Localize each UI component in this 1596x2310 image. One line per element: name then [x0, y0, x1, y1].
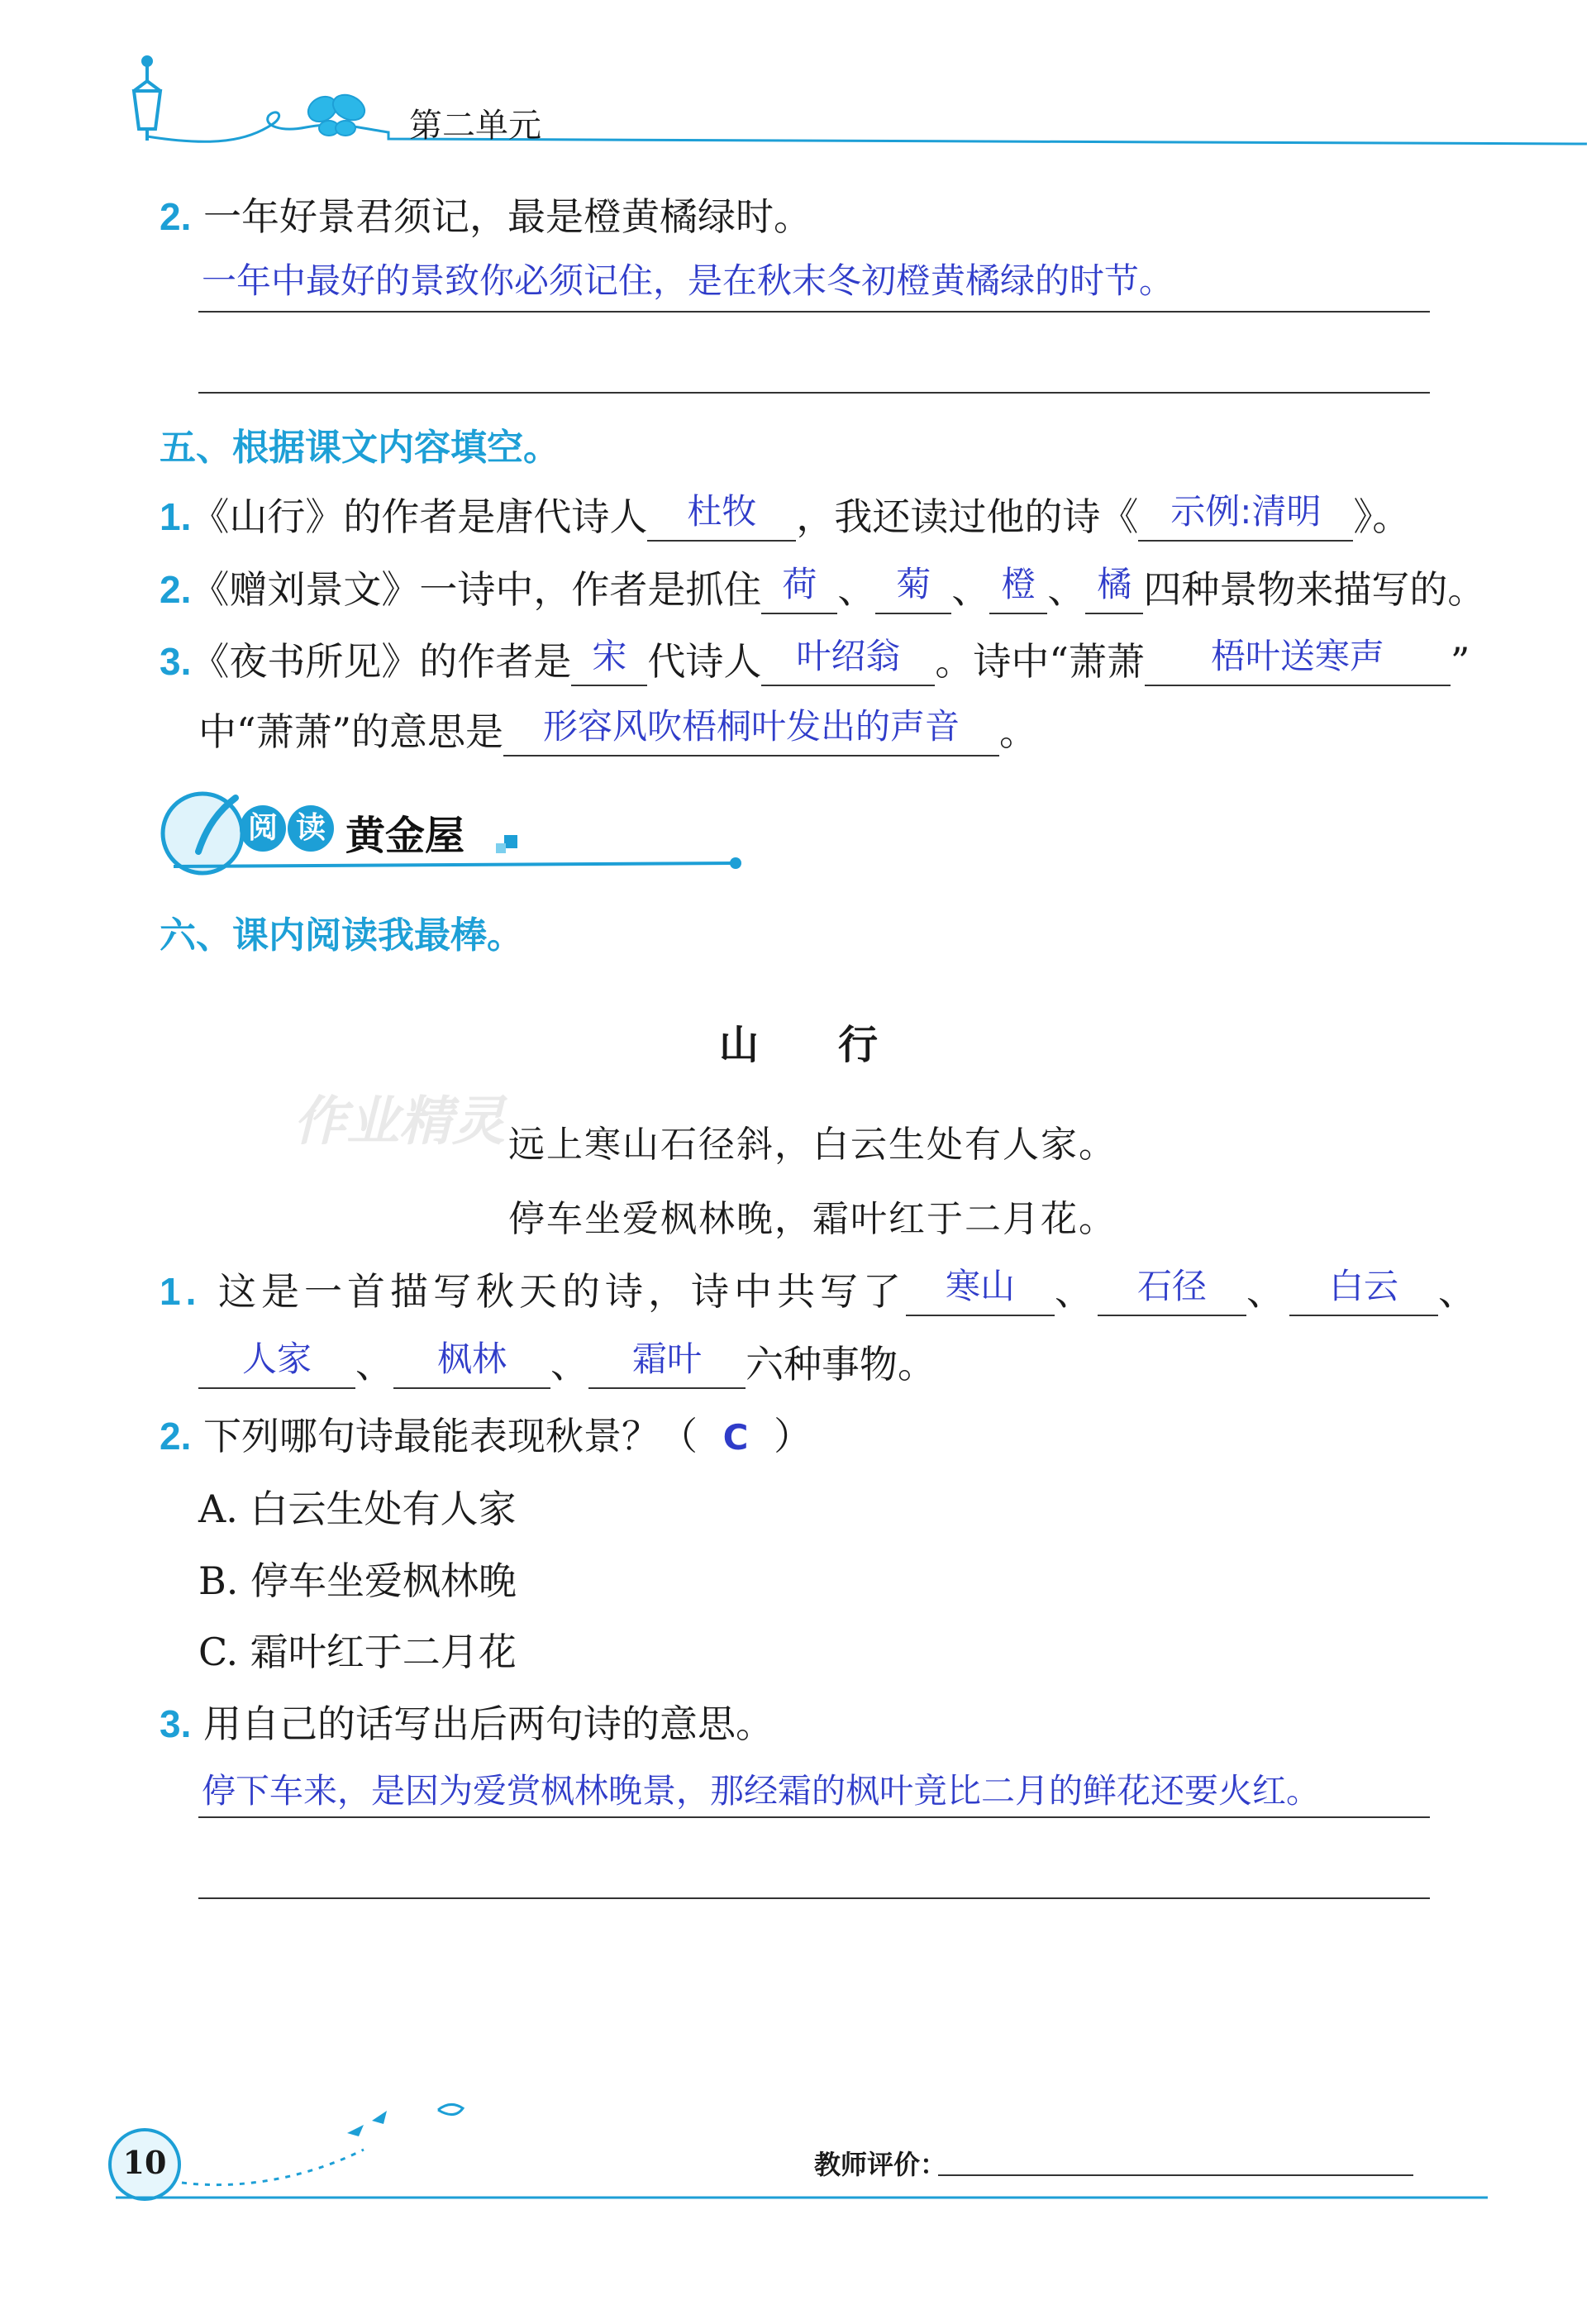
- handwritten-answer: 枫林: [436, 1339, 507, 1379]
- unit-title: 第二单元: [409, 107, 541, 145]
- fill-blank[interactable]: [989, 564, 1047, 614]
- separator: 、: [355, 1342, 393, 1386]
- fill-blank[interactable]: [393, 1339, 550, 1389]
- fill-blank[interactable]: [571, 636, 647, 686]
- fill-blank[interactable]: [503, 706, 999, 756]
- handwritten-answer: 叶绍翁: [796, 636, 901, 676]
- handwritten-answer: 形容风吹梧桐叶发出的声音: [543, 706, 960, 747]
- fill-blank[interactable]: [761, 564, 837, 614]
- teacher-evaluation-label: 教师评价：: [814, 2149, 947, 2180]
- fill-blank[interactable]: [1138, 491, 1353, 542]
- question-number: 2.: [160, 195, 192, 238]
- footer-decoration: [99, 2100, 1504, 2207]
- question-5-3: [160, 637, 1470, 686]
- handwritten-answer: 石径: [1136, 1266, 1207, 1306]
- question-6-1: [160, 1267, 1481, 1316]
- separator: 、: [1047, 567, 1086, 612]
- separator: 、: [1246, 1269, 1289, 1314]
- question-text: 《山行》的作者是唐代诗人: [191, 494, 648, 539]
- question-text: ”: [1450, 639, 1470, 684]
- option-a[interactable]: A. 白云生处有人家: [198, 1487, 517, 1531]
- answer-line: [198, 1816, 1430, 1818]
- answer-line: [198, 1897, 1430, 1899]
- question-number: 3.: [160, 640, 192, 683]
- separator: 、: [951, 567, 990, 612]
- question-number: 1.: [160, 1270, 202, 1313]
- question-text: 四种景物来描写的。: [1143, 567, 1486, 612]
- fill-blank[interactable]: [1145, 636, 1451, 686]
- question-number: 2.: [160, 568, 192, 611]
- handwritten-answer: 橙: [1001, 564, 1036, 604]
- question-number: 2.: [160, 1415, 192, 1458]
- section-6-title: 六、课内阅读我最棒。: [160, 914, 523, 957]
- handwritten-answer: 人家: [241, 1339, 312, 1379]
- badge-read-1: 阅: [240, 805, 286, 852]
- fill-blank[interactable]: [1085, 564, 1143, 614]
- question-5-3-line2: [198, 707, 1037, 756]
- page-number: 10: [122, 2144, 167, 2181]
- separator: 、: [550, 1342, 588, 1386]
- handwritten-answer: 示例:清明: [1170, 491, 1322, 532]
- question-text: 《赠刘景文》一诗中，作者是抓住: [191, 567, 762, 612]
- question-6-3: [160, 1699, 774, 1749]
- handwritten-answer: 梧叶送寒声: [1210, 636, 1384, 676]
- question-text: 》。: [1353, 494, 1411, 539]
- question-number: 1.: [160, 495, 192, 538]
- fill-blank[interactable]: [198, 1339, 355, 1389]
- fill-blank[interactable]: [647, 491, 796, 542]
- question-text: 。: [999, 709, 1038, 754]
- question-text: 一年好景君须记，最是橙黄橘绿时。: [203, 194, 812, 239]
- handwritten-answer: 寒山: [945, 1266, 1015, 1306]
- reading-banner: [157, 785, 752, 876]
- question-text: 下列哪句诗最能表现秋景？（: [203, 1414, 698, 1458]
- separator: 、: [1438, 1269, 1481, 1314]
- poem-line-1: 远上寒山石径斜，白云生处有人家。: [508, 1124, 1117, 1166]
- question-5-1: [160, 492, 1410, 542]
- handwritten-answer: 荷: [782, 564, 817, 604]
- question-6-2: [160, 1411, 812, 1463]
- question-text: 。诗中“萧萧: [935, 639, 1145, 684]
- watermark: 作业精灵: [293, 1091, 505, 1153]
- separator: 、: [1055, 1269, 1098, 1314]
- fill-blank[interactable]: [761, 636, 935, 686]
- question-text: 用自己的话写出后两句诗的意思。: [203, 1701, 774, 1746]
- question-text: 代诗人: [647, 639, 762, 684]
- answer-handwritten: 停下车来，是因为爱赏枫林晚景，那经霜的枫叶竟比二月的鲜花还要火红。: [202, 1771, 1320, 1811]
- fill-blank[interactable]: [875, 564, 951, 614]
- poem-line-2: 停车坐爱枫林晚，霜叶红于二月花。: [508, 1198, 1117, 1240]
- poem-title: 山 行: [719, 1022, 879, 1068]
- question-text: 这是一首描写秋天的诗，诗中共写了: [218, 1269, 906, 1314]
- separator: 、: [837, 567, 876, 612]
- fill-blank[interactable]: [1098, 1266, 1246, 1316]
- section-5-title: 五、根据课文内容填空。: [160, 427, 560, 469]
- handwritten-answer: 杜牧: [687, 491, 757, 532]
- teacher-evaluation-line[interactable]: [938, 2174, 1413, 2176]
- question-text: ，我还读过他的诗《: [796, 494, 1139, 539]
- handwritten-answer: 菊: [896, 564, 931, 604]
- badge-read-2: 读: [288, 805, 334, 852]
- handwritten-answer: 橘: [1097, 564, 1132, 604]
- question-text: 中“萧萧”的意思是: [198, 709, 504, 754]
- question-text: 六种事物。: [746, 1342, 936, 1386]
- question-number: 3.: [160, 1702, 192, 1745]
- question-6-1-line2: [198, 1339, 936, 1389]
- fill-blank[interactable]: [1289, 1266, 1438, 1316]
- question-5-2: [160, 565, 1485, 614]
- handwritten-answer: 白云: [1328, 1266, 1398, 1306]
- handwritten-answer: 霜叶: [631, 1339, 702, 1379]
- choice-answer[interactable]: C: [722, 1417, 749, 1458]
- answer-line: [198, 392, 1430, 394]
- option-b[interactable]: B. 停车坐爱枫林晚: [198, 1558, 517, 1603]
- option-c[interactable]: C. 霜叶红于二月花: [198, 1630, 517, 1674]
- bird-trail-icon: [99, 2100, 1504, 2207]
- banner-title: 黄金屋: [345, 813, 465, 859]
- lamp-butterfly-icon: [116, 50, 1587, 157]
- header-decoration: [116, 50, 1587, 157]
- answer-handwritten: 一年中最好的景致你必须记住，是在秋末冬初橙黄橘绿的时节。: [202, 260, 1174, 301]
- answer-line: [198, 311, 1430, 313]
- question-text: ）: [774, 1414, 812, 1458]
- fill-blank[interactable]: [588, 1339, 746, 1389]
- question-text: 《夜书所见》的作者是: [191, 639, 572, 684]
- question-4-2: [160, 192, 812, 241]
- handwritten-answer: 宋: [592, 636, 627, 676]
- fill-blank[interactable]: [906, 1266, 1055, 1316]
